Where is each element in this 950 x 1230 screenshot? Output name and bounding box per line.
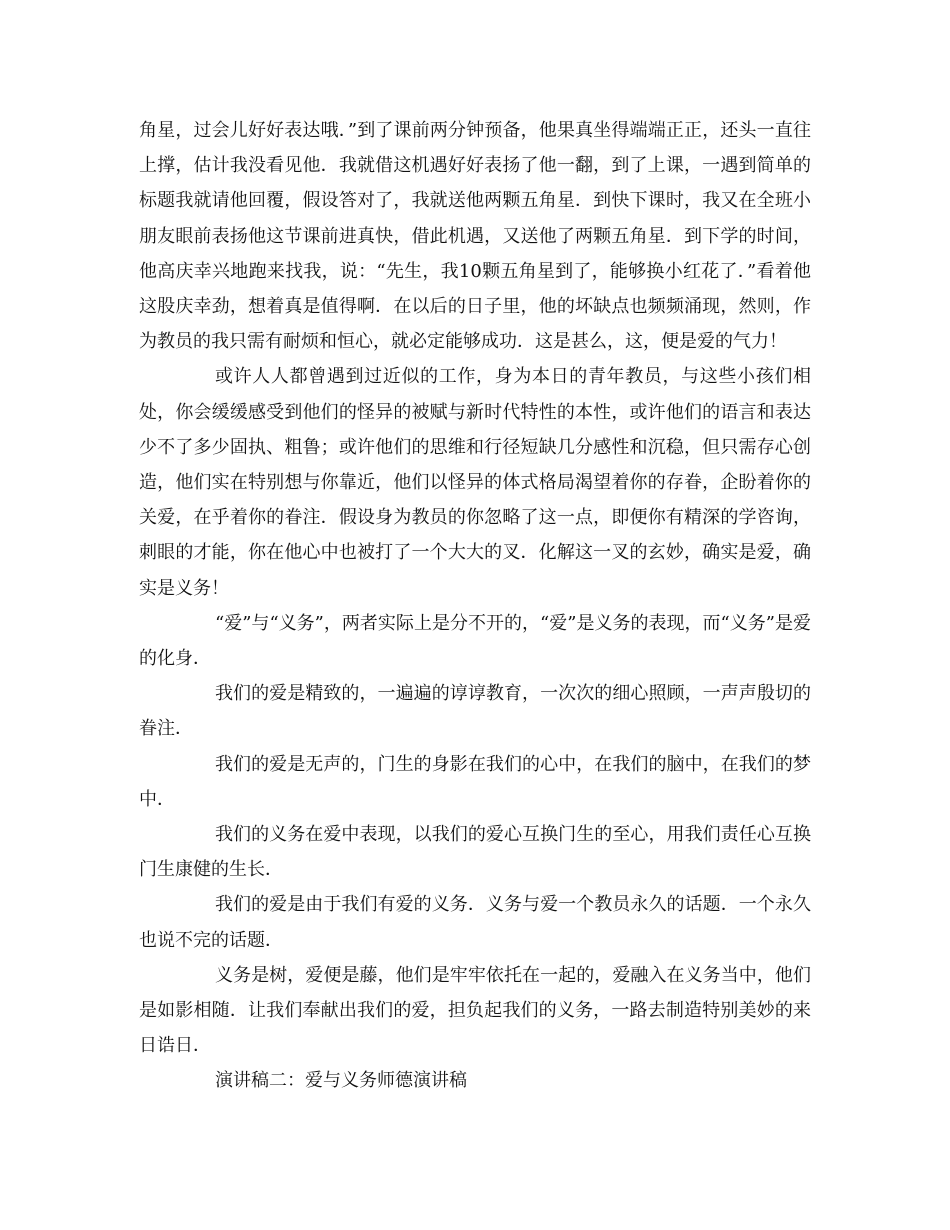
paragraph-4: 我们的爱是精致的，一遍遍的谆谆教育，一次次的细心照顾，一声声殷切的眷注． (139, 683, 811, 740)
section-heading: 演讲稿二：爱与义务师德演讲稿 (215, 1070, 467, 1092)
paragraph-1: 角星，过会儿好好表达哦．”到了课前两分钟预备，他果真坐得端端正正，还头一直往上撑，估计我没看见他．我就借这机遇好好表扬了他一翻，到了上课，一遇到简单的标题我就请他回覆，假设答对了，我就送他两颗五角星．到快下课时，我又在全班小朋友眼前表扬他这节课前进真快，借此机遇，又送他了两颗五角星．到下学的时间，他高庆幸兴地跑来找我，说：“先生，我10颗五角星到了，能够换小红花了．”看着他这股庆幸劲，想着真是值得啊．在以后的日子里，他的坏缺点也频频涌现，然则，作为教员的我只需有耐烦和恒心，就必定能够成功．这是甚么，这，便是爱的气力！ (139, 120, 811, 353)
document-body (139, 113, 811, 1099)
paragraph-7: 我们的爱是由于我们有爱的义务．义务与爱一个教员永久的话题．一个永久也说不完的话题． (139, 894, 811, 951)
paragraph-5: 我们的爱是无声的，门生的身影在我们的心中，在我们的脑中，在我们的梦中． (139, 753, 811, 810)
paragraph-8: 义务是树，爱便是藤，他们是牢牢依托在一起的，爱融入在义务当中，他们是如影相随．让我们奉献出我们的爱，担负起我们的义务，一路去制造特别美妙的来日诰日． (139, 964, 811, 1057)
paragraph-6: 我们的义务在爱中表现，以我们的爱心互换门生的至心，用我们责任心互换门生康健的生长． (139, 824, 811, 881)
paragraph-3: “爱”与“义务”，两者实际上是分不开的，“爱”是义务的表现，而“义务”是爱的化身． (139, 612, 811, 670)
paragraph-2: 或许人人都曾遇到过近似的工作，身为本日的青年教员，与这些小孩们相处，你会缓缓感受到他们的怪异的被赋与新时代特性的本性，或许他们的语言和表达少不了多少固执、粗鲁；或许他们的思维和行径短缺几分感性和沉稳，但只需存心创造，他们实在特别想与你靠近，他们以怪异的体式格局渴望着你的存眷，企盼着你的关爱，在乎着你的眷注．假设身为教员的你忽略了这一点，即便你有精深的学咨询，刺眼的才能，你在他心中也被打了一个大大的叉．化解这一叉的玄妙，确实是爱，确实是义务！ (139, 366, 811, 599)
